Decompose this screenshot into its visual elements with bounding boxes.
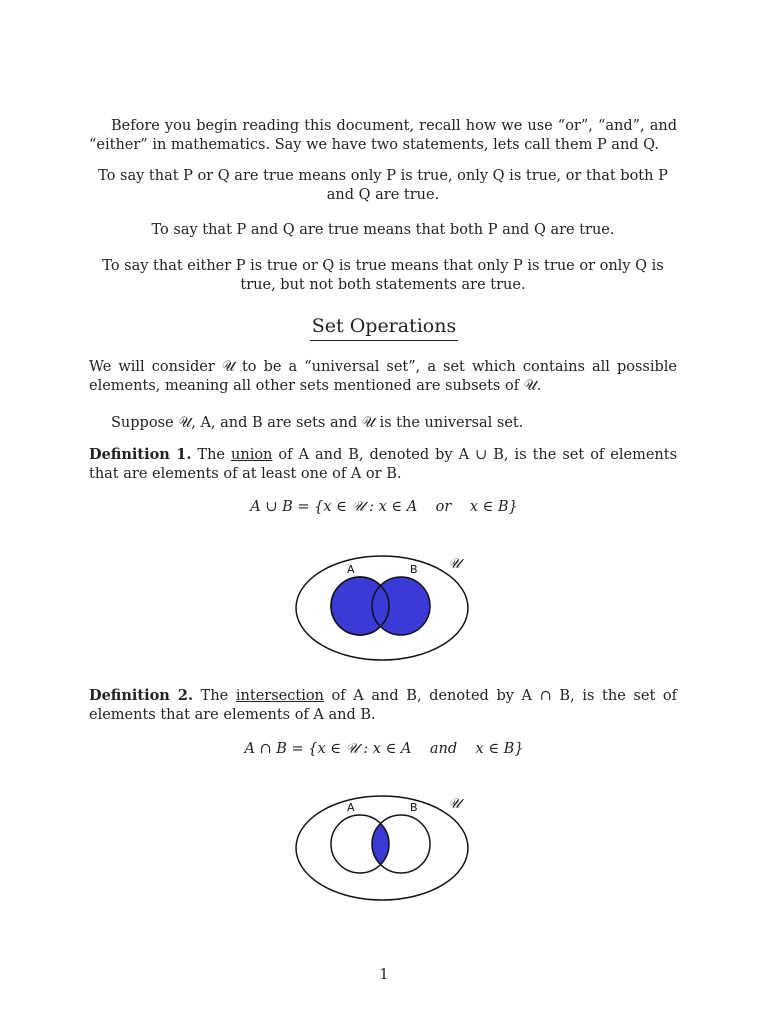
universal-set-label: 𝒰 [448,796,461,812]
definition-2-label: Definition 2. [89,687,194,704]
page-number: 1 [379,967,389,983]
definition-1-text: of A and B, denoted by A ∪ B, is the set of elements that are elements of at least one of A or B. [89,447,678,482]
intro-paragraph-1: Before you begin reading this document, recall how we use “or”, “and”, and “either” in mathematics. Say we have two statements, lets call them P and Q. [89,118,677,153]
definition-2 [89,686,677,725]
definition-2-term: intersection [235,688,324,704]
set-b-label: B [410,801,418,814]
intro-paragraph-2: To say that P or Q are true means only P is true, only Q is true, or that both P and Q are true. [98,168,668,203]
suppose-paragraph: Suppose 𝒰, A, and B are sets and 𝒰 is the universal set. [111,415,524,431]
set-b-label: B [410,563,418,576]
universal-set-paragraph: We will consider 𝒰 to be a “universal set”, a set which contains all possible elements, meaning all other sets mentioned are subsets of 𝒰. [89,359,677,394]
set-a-label: A [347,563,355,576]
universal-set-label: 𝒰 [448,556,461,572]
set-a-label: A [347,801,355,814]
intersection-formula: A ∩ B = {x ∈ 𝒰 : x ∈ A and x ∈ B} [244,741,524,757]
definition-2-text: of A and B, denoted by A ∩ B, is the set of elements that are elements of A and B. [89,688,678,723]
section-title [0,314,768,341]
intersection-venn-diagram [288,792,478,904]
definition-1-label: Definition 1. [89,446,192,463]
definition-1-prefix: The [197,447,225,463]
union-venn-diagram [288,552,478,664]
definition-2-prefix: The [200,688,229,704]
section-title-text: Set Operations [310,314,458,341]
union-formula: A ∪ B = {x ∈ 𝒰 : x ∈ A or x ∈ B} [250,499,518,515]
definition-1 [89,445,677,484]
intro-paragraph-3: To say that P and Q are true means that both P and Q are true. [151,222,615,238]
definition-1-term: union [231,447,273,463]
intro-paragraph-4: To say that either P is true or Q is true means that only P is true or only Q is true, but not both statements are true. [102,258,664,293]
